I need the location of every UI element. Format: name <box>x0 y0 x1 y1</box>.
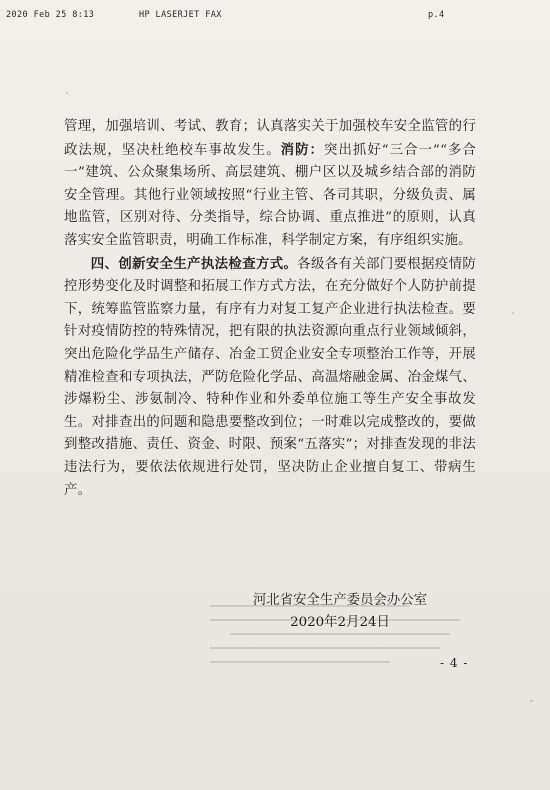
scan-speck <box>530 700 533 702</box>
paragraph-text: 管理，加强培训、考试、教育；认真落实关于加强校车安全监管的行政法规，坚决杜绝校车事故发生。 <box>64 119 476 158</box>
fire-safety-label: 消防： <box>280 141 325 158</box>
document-body <box>64 116 476 502</box>
issue-date: 2020年2月24日 <box>290 615 390 630</box>
fax-page-indicator: p.4 <box>428 10 445 20</box>
fax-datetime: 2020 Feb 25 8:13 <box>6 10 95 20</box>
signature-block <box>240 590 440 634</box>
paragraph-text: 各级各有关部门要根据疫情防控形势变化及时调整和拓展工作方式方法，在充分做好个人防护前提下，统筹监管监察力量，有序有力对复工复产企业进行执法检查。要针对疫情防控的特殊情况，把有限的执法资源向重点行业领域倾斜，突出危险化学品生产储存、冶金工贸企业安全专项整治工作等，开展精准检查和专项执法，严防危险化学品、高温熔融金属、冶金煤气、涉爆粉尘、涉氨制冷、特种作业和外委单位施工等生产安全事故发生。对排查出的问题和隐患要整改到位；一时难以完成整改的，要做到整改措施、责任、资金、时限、预案“五落实”；对排查发现的非法违法行为，要依法依规进行处罚，坚决防止企业擅自复工、带病生产。 <box>64 256 476 498</box>
scan-speck <box>66 92 68 94</box>
issuing-organization: 河北省安全生产委员会办公室 <box>252 593 428 608</box>
paragraph-safety-regulation <box>64 116 476 253</box>
scan-speck <box>512 312 514 314</box>
paragraph-text: 突出抓好“三合一”“多合一”建筑、公众聚集场所、高层建筑、棚户区以及城乡结合部的消防安全管理。其他行业领域按照“行业主管、各司其职，分级负责、属地监管，区别对待、分类指导，综合协调、重点推进”的原则，认真落实安全监管职责，明确工作标准，科学制定方案，有序组织实施。 <box>64 142 477 248</box>
page-number: - 4 - <box>440 656 469 670</box>
paragraph-section-four <box>64 253 476 503</box>
fax-device-name: HP LASERJET FAX <box>139 10 222 20</box>
fax-header <box>0 10 550 24</box>
section-heading: 四、创新安全生产执法检查方式。 <box>90 255 298 272</box>
